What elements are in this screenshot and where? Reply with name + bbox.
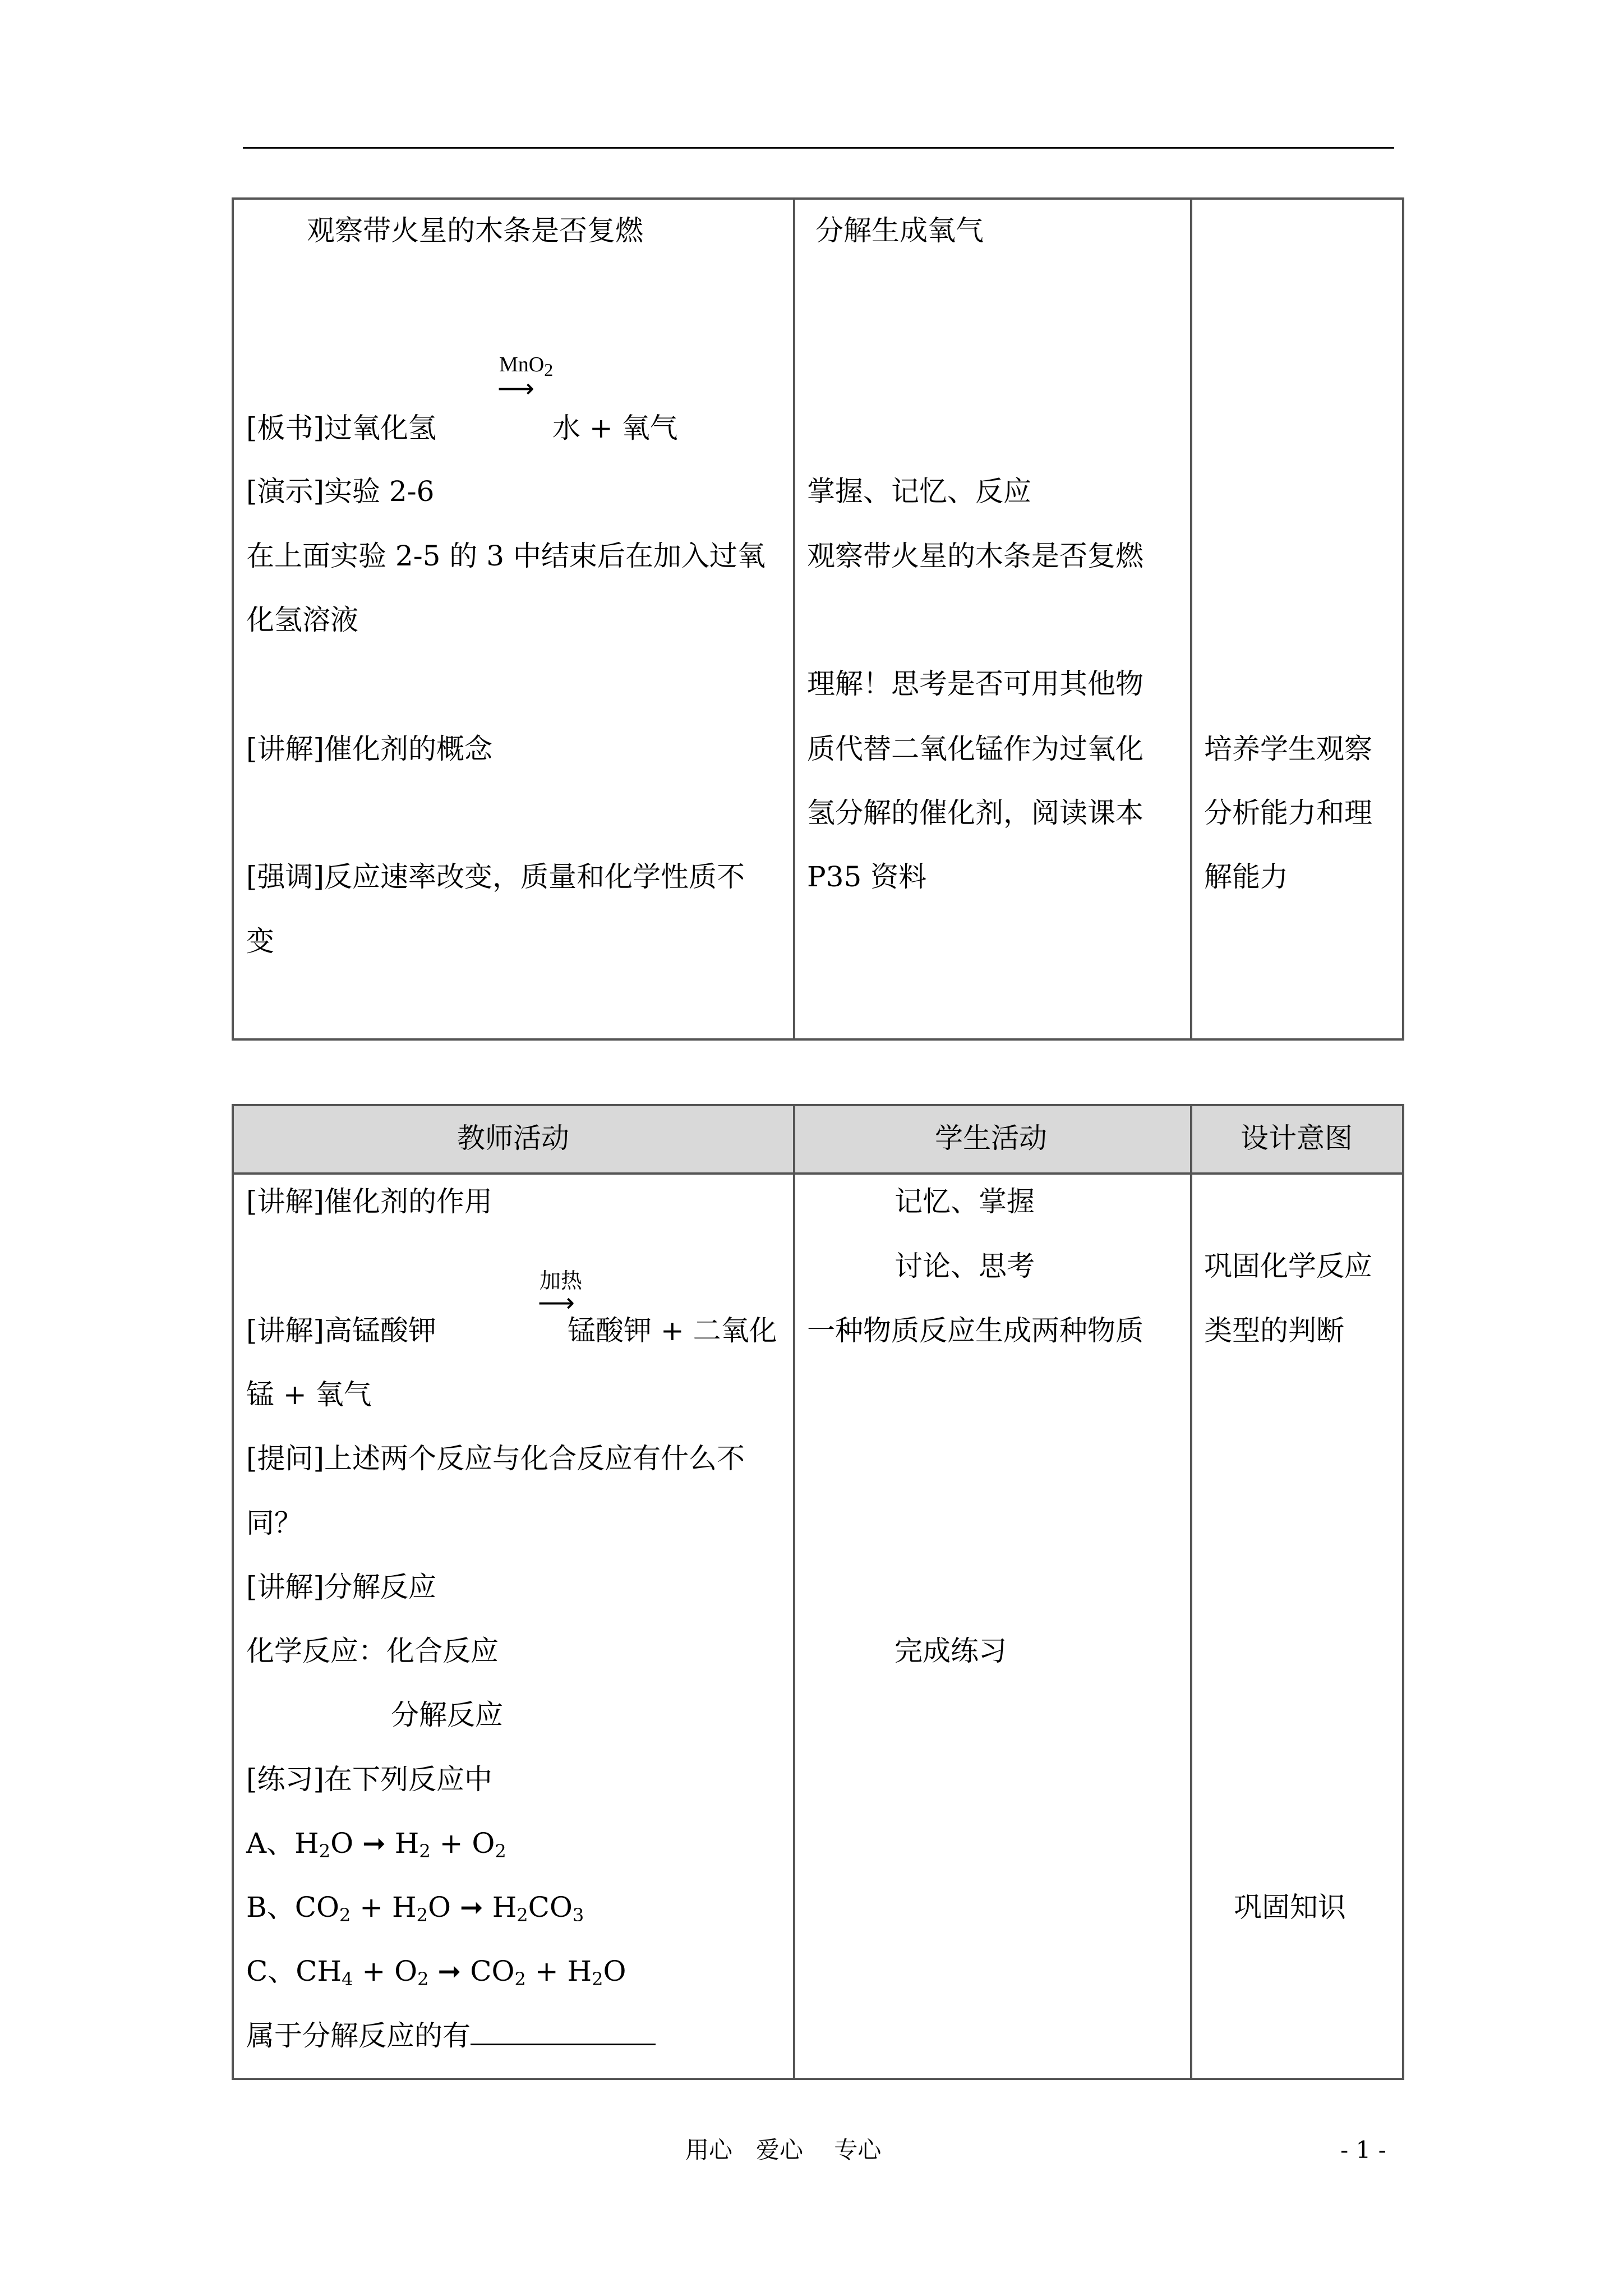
teacher-text: [讲解]催化剂的作用 <box>246 1185 493 1218</box>
column-divider <box>1190 1106 1192 2078</box>
explain-note: [讲解]分解反应 <box>246 1571 437 1603</box>
student-text: 理解！思考是否可用其他物 <box>807 668 1144 700</box>
catalyst-formula: MnO$_2$ <box>499 353 554 380</box>
header-teacher-activity: 教师活动 <box>457 1122 569 1154</box>
page-number: - 1 - <box>1340 2136 1386 2164</box>
heat-condition: 加热 <box>540 1269 583 1293</box>
teacher-text: 观察带火星的木条是否复燃 <box>307 214 643 247</box>
exercise-option-a: A、$H_2O$ ➞ $H_2 + O_2$ <box>246 1827 506 1862</box>
demo-description: 在上面实验 2-5 的 3 中结束后在加入过氧 <box>246 540 766 572</box>
design-intent-text: 巩固化学反应 <box>1204 1250 1372 1282</box>
teacher-text: 锰 + 氧气 <box>246 1378 372 1411</box>
reaction-arrow: ⟶ <box>497 373 534 403</box>
demo-label: [演示]实验 2-6 <box>246 475 435 508</box>
answer-blank[interactable] <box>471 2019 656 2045</box>
student-text: 完成练习 <box>895 1635 1007 1667</box>
emphasis-note: [强调]反应速率改变，质量和化学性质不 <box>246 861 745 893</box>
exercise-question: 属于分解反应的有 <box>246 2019 656 2053</box>
header-divider <box>234 1172 1402 1175</box>
column-divider <box>1190 200 1192 1038</box>
exercise-option-b: B、$CO_2 + H_2O$ ➞ $H_2CO_3$ <box>246 1891 584 1926</box>
design-intent-text: 培养学生观察 <box>1204 733 1372 765</box>
header-rule <box>243 147 1394 149</box>
student-text: 分解生成氧气 <box>815 214 984 247</box>
student-text: 一种物质反应生成两种物质 <box>807 1314 1144 1347</box>
lesson-table-1 <box>232 197 1404 1041</box>
reaction-arrow: ⟶ <box>538 1287 575 1318</box>
column-divider <box>793 200 795 1038</box>
student-text: 观察带火星的木条是否复燃 <box>807 540 1144 572</box>
reaction-products: 锰酸钾 + 二氧化 <box>568 1314 777 1347</box>
reaction-products: 水 + 氧气 <box>552 412 678 444</box>
student-text: 掌握、记忆、反应 <box>807 475 1031 508</box>
lesson-table-2 <box>232 1104 1404 2080</box>
student-text: 氢分解的催化剂，阅读课本 <box>807 797 1144 829</box>
table-header-row <box>234 1106 1402 1172</box>
exercise-option-c: C、$CH_4 + O_2$ ➞ $CO_2 + H_2O$ <box>246 1955 626 1990</box>
student-text: 讨论、思考 <box>895 1250 1035 1282</box>
student-text: 质代替二氧化锰作为过氧化 <box>807 733 1144 765</box>
design-intent-text: 分析能力和理 <box>1204 797 1372 829</box>
demo-description: 化氢溶液 <box>246 604 358 636</box>
design-intent-text: 类型的判断 <box>1204 1314 1344 1347</box>
column-divider <box>793 1106 795 2078</box>
student-text: 记忆、掌握 <box>895 1185 1035 1218</box>
question-note: 同？ <box>246 1507 302 1539</box>
design-intent-text: 巩固知识 <box>1234 1891 1346 1924</box>
header-student-activity: 学生活动 <box>935 1122 1047 1154</box>
emphasis-note: 变 <box>246 925 274 958</box>
exercise-note: [练习]在下列反应中 <box>246 1763 493 1796</box>
explain-note: [讲解]催化剂的概念 <box>246 733 493 765</box>
header-design-intent: 设计意图 <box>1241 1122 1353 1154</box>
board-note: [板书]过氧化氢 <box>246 412 437 444</box>
teacher-text: 化学反应：化合反应 <box>246 1635 499 1667</box>
design-intent-text: 解能力 <box>1204 861 1288 893</box>
student-text: P35 资料 <box>807 861 927 893</box>
teacher-text: 分解反应 <box>391 1699 503 1731</box>
teacher-text: [讲解]高锰酸钾 <box>246 1314 437 1347</box>
footer-motto: 用心 爱心 专心 <box>685 2136 882 2164</box>
question-note: [提问]上述两个反应与化合反应有什么不 <box>246 1442 745 1475</box>
